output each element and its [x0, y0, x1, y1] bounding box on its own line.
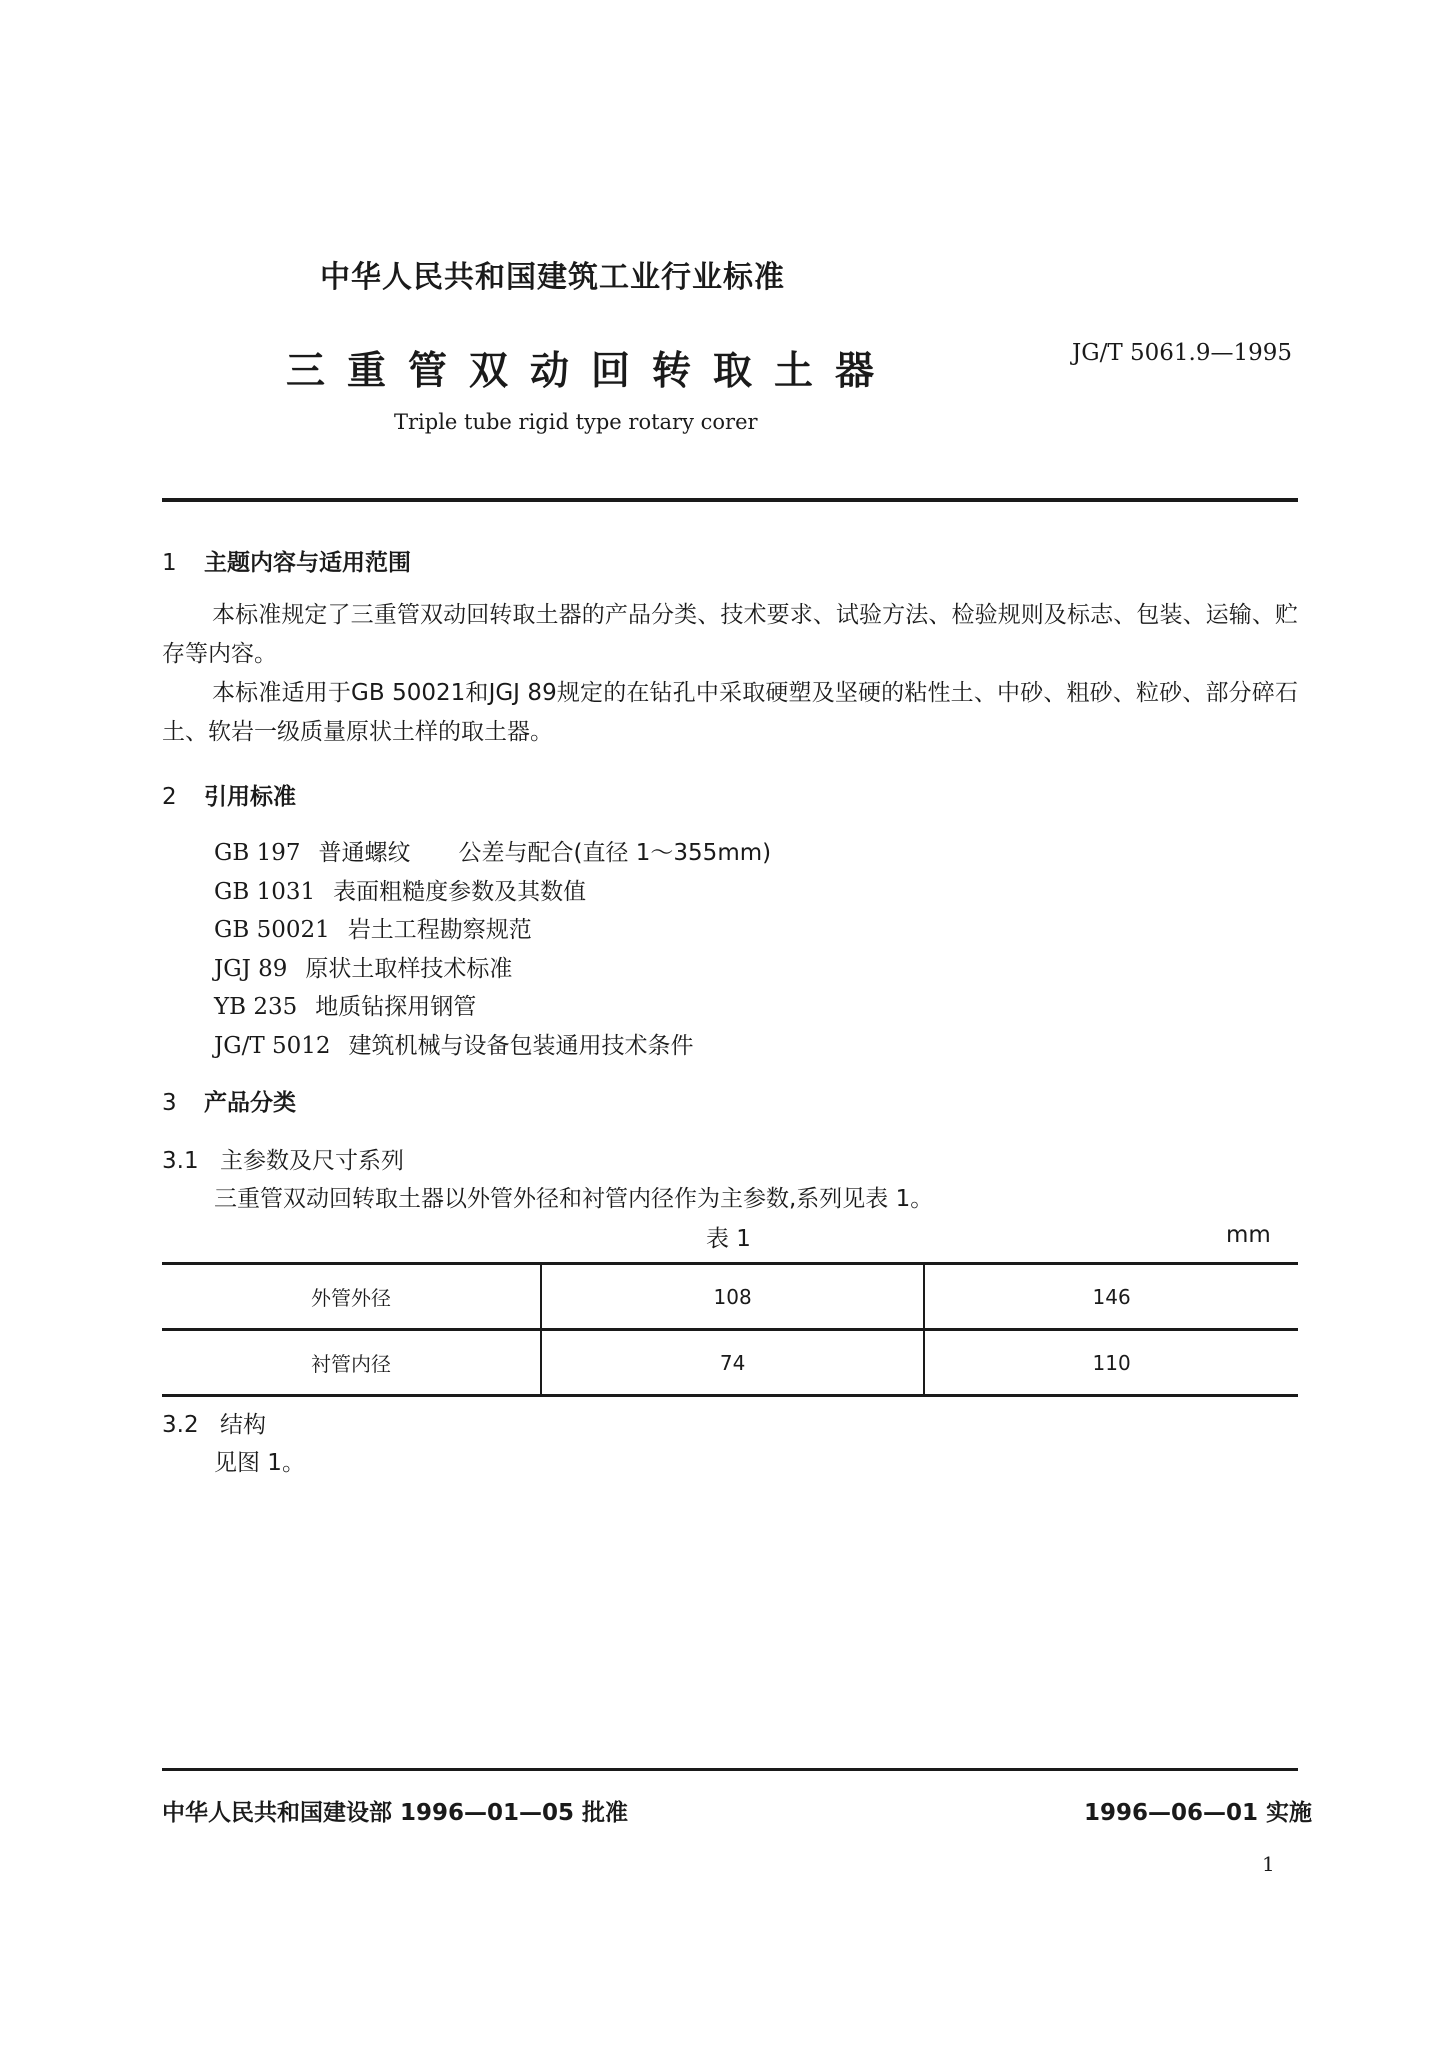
reference-name: 地质钻探用钢管 — [315, 994, 477, 1020]
reference-item — [214, 873, 586, 906]
reference-item — [214, 911, 532, 944]
reference-name: 普通螺纹 — [318, 840, 411, 866]
section-3-1-text: 三重管双动回转取土器以外管外径和衬管内径作为主参数,系列见表 1。 — [214, 1186, 934, 1212]
reference-code: JG/T 5012 — [214, 1033, 331, 1059]
section-title: 产品分类 — [204, 1090, 296, 1116]
document-title: 三重管双动回转取土器 — [286, 349, 897, 394]
section-title: 主参数及尺寸系列 — [220, 1148, 404, 1174]
reference-code: YB 235 — [214, 994, 298, 1020]
table-unit: mm — [1226, 1222, 1271, 1248]
section-number: 2 — [162, 784, 177, 810]
row-label: 衬管内径 — [162, 1330, 541, 1396]
section-3-2-heading — [162, 1406, 266, 1439]
table-1 — [162, 1262, 1298, 1397]
reference-code: GB 1031 — [214, 879, 316, 905]
table-row — [162, 1264, 1298, 1330]
section-1-paragraph-1: 本标准规定了三重管双动回转取土器的产品分类、技术要求、试验方法、检验规则及标志、包装、运输、贮存等内容。 — [162, 602, 1298, 667]
page-number: 1 — [1262, 1852, 1275, 1876]
header-divider — [162, 498, 1298, 502]
effective-date: 1996—06—01 实施 — [1084, 1800, 1313, 1826]
section-number: 3 — [162, 1090, 177, 1116]
reference-code: GB 50021 — [214, 917, 330, 943]
reference-item — [214, 1027, 694, 1060]
section-3-2-text: 见图 1。 — [214, 1450, 305, 1476]
english-title: Triple tube rigid type rotary corer — [394, 410, 758, 434]
section-2-heading — [162, 778, 296, 811]
table-cell: 110 — [924, 1330, 1298, 1396]
table-caption: 表 1 — [706, 1226, 751, 1252]
section-number: 1 — [162, 550, 177, 576]
reference-code: JGJ 89 — [214, 956, 288, 982]
reference-name-extra: 公差与配合(直径 1～355mm) — [458, 840, 772, 866]
reference-name: 岩土工程勘察规范 — [347, 917, 532, 943]
section-title: 主题内容与适用范围 — [204, 550, 411, 576]
row-label: 外管外径 — [162, 1264, 541, 1330]
reference-item — [214, 988, 476, 1021]
table-cell: 74 — [541, 1330, 924, 1396]
section-number: 3.1 — [162, 1148, 199, 1174]
section-title: 引用标准 — [204, 784, 296, 810]
reference-name: 表面粗糙度参数及其数值 — [333, 879, 587, 905]
reference-code: GB 197 — [214, 840, 301, 866]
reference-item — [214, 834, 771, 867]
footer-divider — [162, 1768, 1298, 1771]
table-row — [162, 1330, 1298, 1396]
section-3-heading — [162, 1084, 296, 1117]
section-1-heading — [162, 544, 411, 577]
standard-code: JG/T 5061.9—1995 — [1072, 340, 1293, 366]
section-3-1-heading — [162, 1142, 404, 1175]
reference-name: 建筑机械与设备包装通用技术条件 — [348, 1033, 694, 1059]
standard-name: 中华人民共和国建筑工业行业标准 — [320, 260, 785, 295]
section-number: 3.2 — [162, 1412, 199, 1438]
approval-date: 中华人民共和国建设部 1996—01—05 批准 — [162, 1800, 629, 1826]
reference-item — [214, 950, 512, 983]
reference-name: 原状土取样技术标准 — [305, 956, 513, 982]
table-cell: 146 — [924, 1264, 1298, 1330]
section-title: 结构 — [220, 1412, 266, 1438]
section-1-paragraph-2: 本标准适用于GB 50021和JGJ 89规定的在钻孔中采取硬塑及坚硬的粘性土、中砂、粗砂、粒砂、部分碎石土、软岩一级质量原状土样的取土器。 — [162, 680, 1298, 745]
table-cell: 108 — [541, 1264, 924, 1330]
